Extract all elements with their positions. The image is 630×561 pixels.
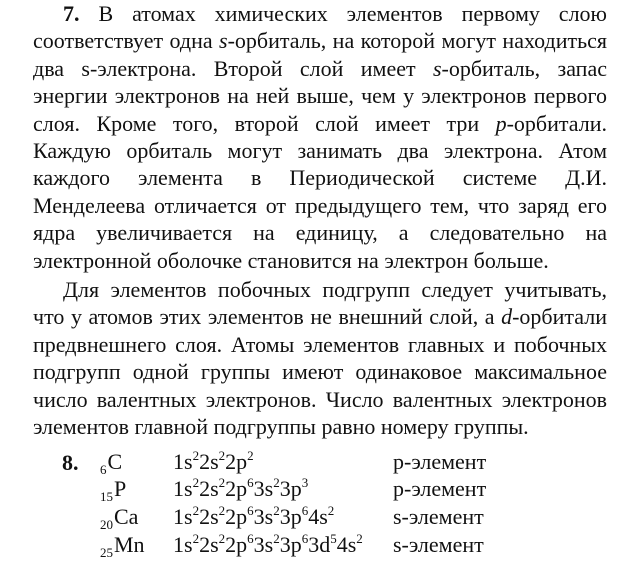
electron-count: 6 [247, 503, 254, 518]
answer-number-7: 7. [63, 1, 80, 26]
orbital-term: 2s [199, 504, 219, 529]
orbital-term: 3s [253, 476, 274, 501]
element-block-type: p-элемент [393, 449, 487, 474]
electron-count: 2 [273, 531, 280, 546]
electron-count: 2 [192, 531, 200, 546]
electron-count: 2 [273, 503, 280, 518]
orbital-term: 2s [199, 532, 219, 557]
electron-count: 6 [247, 531, 254, 546]
orbital-term: 4s [308, 504, 328, 529]
element-symbol [100, 448, 122, 478]
orbital-term: 2p [225, 532, 248, 557]
orbital-letter-s: s [219, 28, 228, 54]
element-symbol [100, 531, 145, 561]
element-letter: Mn [114, 532, 145, 557]
electron-count: 2 [273, 475, 280, 490]
orbital-term: 1s [173, 476, 193, 501]
atomic-number: 15 [100, 489, 113, 504]
paragraph-1-text-3: -орбиталь, запас энергии электронов на ней выше, чем у электронов первого слоя. Кроме того, второй слой имеет три [33, 55, 607, 136]
orbital-term: 3s [253, 532, 274, 557]
orbital-term: 3p [279, 476, 302, 501]
element-symbol [100, 503, 138, 533]
orbital-letter-p: p [495, 110, 507, 136]
element-letter: Ca [114, 504, 139, 529]
orbital-term: 4s [336, 532, 357, 557]
answer-number-8: 8. [62, 450, 79, 475]
orbital-letter-s: s [432, 55, 442, 81]
electron-count: 2 [218, 475, 226, 490]
orbital-term: 1s [173, 449, 193, 474]
config-row [0, 531, 630, 558]
paragraph-1-text-4: -орбитали. Каждую орбиталь могут занимать два электрона. Атом каждого элемента в Периодической системе Д.И. Менделеева отличается от предыдущего тем, что заряд его ядра увеличивается на единицу, а следовательно на электронной оболочке становится на электрон больше. [33, 110, 607, 273]
element-letter: C [107, 449, 123, 474]
orbital-term: 1s [173, 504, 193, 529]
atomic-number: 25 [100, 545, 113, 560]
paragraph-1-text-2: -орбиталь, на которой могут находиться два s-электрона. Второй слой имеет [33, 28, 607, 81]
electron-configuration [173, 531, 363, 561]
orbital-term: 2s [199, 476, 219, 501]
electron-count: 5 [330, 531, 337, 546]
atomic-number: 6 [100, 462, 107, 477]
config-row [0, 475, 630, 502]
paragraph-2-text-1: Для элементов побочных подгрупп следует учитывать, что у атомов этих элементов не внешний слой, а [33, 277, 607, 330]
electron-configuration [173, 503, 334, 533]
electron-count: 2 [218, 503, 226, 518]
orbital-term: 2p [225, 476, 248, 501]
orbital-letter-d: d [501, 304, 513, 330]
element-block-type: s-элемент [393, 504, 484, 529]
electron-count: 2 [192, 448, 200, 463]
electron-count: 2 [192, 475, 200, 490]
paragraph-subgroups [33, 276, 607, 440]
element-block-type: p-элемент [393, 476, 487, 501]
orbital-term: 2p [225, 504, 248, 529]
config-row [0, 448, 630, 475]
element-letter: P [114, 476, 127, 501]
element-block-type: s-элемент [393, 532, 484, 557]
electron-count: 6 [247, 475, 254, 490]
electron-count: 6 [301, 503, 309, 518]
orbital-term: 3d [308, 532, 331, 557]
electron-count: 2 [247, 448, 254, 463]
paragraph-2-text-2: -орбитали предвнешнего слоя. Атомы элементов главных и побочных подгрупп одной группы имеют одинаковое максимальное число валентных электронов. Число валентных электронов элементов главной подгруппы равно номеру группы. [33, 304, 607, 440]
config-row [0, 503, 630, 530]
orbital-term: 3p [279, 532, 302, 557]
element-symbol [100, 475, 126, 505]
electron-configuration [173, 448, 254, 478]
electron-count: 2 [327, 503, 335, 518]
electron-count: 2 [218, 448, 226, 463]
orbital-term: 3p [279, 504, 302, 529]
orbital-term: 2p [225, 449, 248, 474]
paragraph-1-text-1: В атомах химических элементов первому слою соответствует одна [33, 1, 607, 54]
electron-count: 6 [301, 531, 309, 546]
orbital-term: 3s [253, 504, 274, 529]
orbital-term: 2s [199, 449, 219, 474]
electron-count: 2 [218, 531, 226, 546]
electron-configuration [173, 475, 308, 505]
electron-count: 2 [192, 503, 200, 518]
electron-count: 3 [301, 475, 309, 490]
orbital-term: 1s [173, 532, 193, 557]
electron-count: 2 [356, 531, 363, 546]
atomic-number: 20 [100, 517, 113, 532]
paragraph-answer-7 [33, 0, 607, 274]
